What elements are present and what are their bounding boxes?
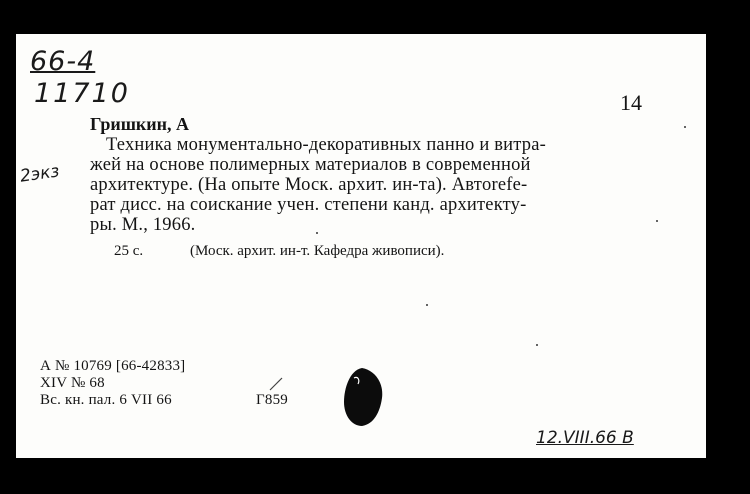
description-line: Техника монументально-декоративных панно и витра-: [106, 135, 547, 155]
description-line: архитектуре. (На опыте Моск. архит. ин-та). Автorefe-: [90, 175, 528, 195]
page-count: 25 с.: [114, 243, 144, 259]
registration-code: Г859: [256, 392, 288, 408]
ink-blot-icon: [340, 366, 386, 428]
shelfmark-handwritten-top: 66-4: [30, 46, 96, 77]
dust-speck: [656, 220, 658, 222]
pencil-mark-icon: [268, 376, 288, 392]
bottom-handwritten-note: 12.VIII.66 B: [536, 428, 634, 448]
dust-speck: [684, 126, 686, 128]
registration-line: XIV № 68: [40, 375, 105, 391]
institution-note: (Моск. архит. ин-т. Кафедра живописи).: [190, 243, 445, 259]
dust-speck: [536, 344, 538, 346]
margin-handwritten-note: 2экз: [18, 161, 61, 187]
author-name: Гришкин, А: [90, 114, 190, 134]
registration-line: Вс. кн. пал. 6 VII 66: [40, 392, 172, 408]
shelfmark-handwritten-bottom: 11710: [34, 78, 130, 109]
catalog-card: [16, 34, 706, 458]
registration-line: А № 10769 [66-42833]: [40, 358, 186, 374]
description-line: жей на основе полимерных материалов в современной: [90, 155, 531, 175]
description-line: ры. М., 1966.: [90, 215, 196, 235]
dust-speck: [426, 304, 428, 306]
dust-speck: [316, 232, 318, 234]
card-number: 14: [620, 90, 642, 115]
description-line: рат дисс. на соискание учен. степени канд. архитекту-: [90, 195, 527, 215]
